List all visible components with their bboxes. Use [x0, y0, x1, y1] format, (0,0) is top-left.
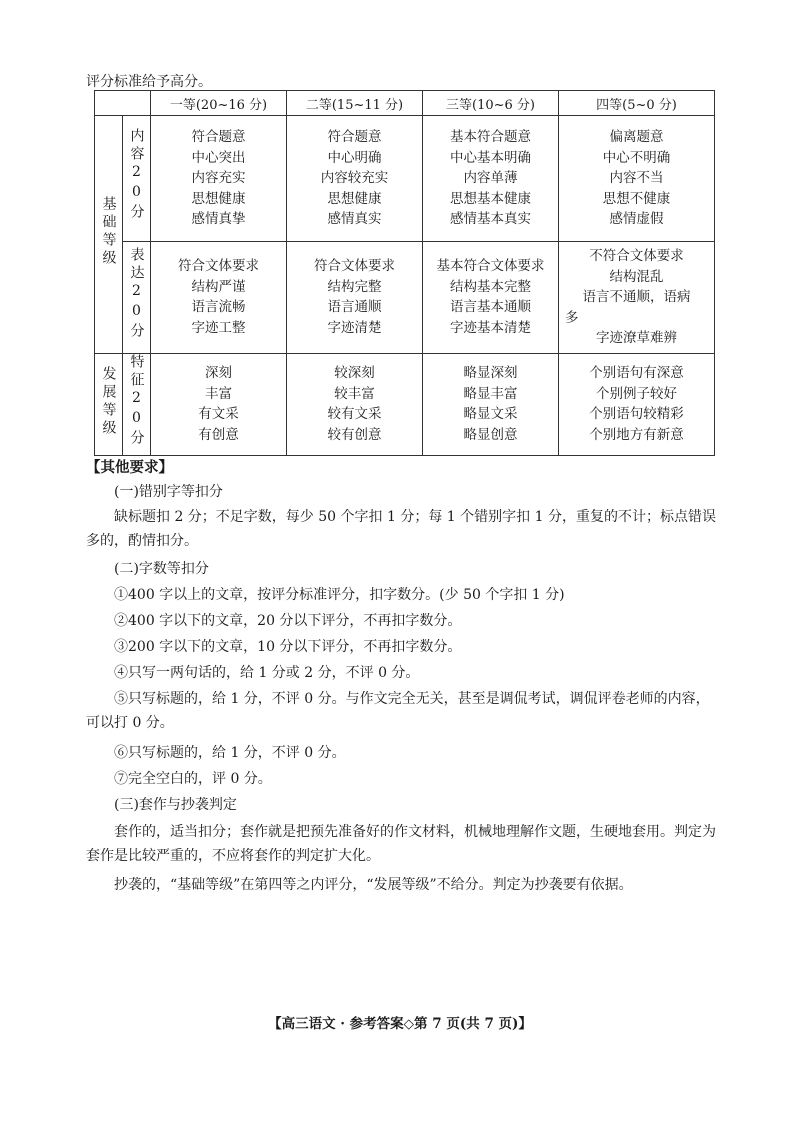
- s2-title: (二)字数等扣分: [114, 561, 209, 577]
- expression-grade-1: 符合文体要求 结构严谨 语言流畅 字迹工整: [151, 242, 287, 354]
- s1-title: (一)错别字等扣分: [114, 484, 223, 500]
- row-content: [95, 116, 715, 242]
- s1-text: 缺标题扣 2 分；不足字数，每少 50 个字扣 1 分；每 1 个错别字扣 1 分，重复的不计；标点错误多的，酌情扣分。: [86, 509, 716, 549]
- group-develop: 发展等级: [95, 353, 123, 455]
- s2-item-2: ②400 字以下的文章，20 分以下评分，不再扣字数分。: [114, 613, 462, 629]
- s2-item-6: ⑥只写标题的，给 1 分，不评 0 分。: [114, 745, 346, 761]
- feature-grade-2: 较深刻 较丰富 较有文采 较有创意: [287, 353, 423, 455]
- content-grade-1: 符合题意 中心突出 内容充实 思想健康 感情真挚: [151, 116, 287, 242]
- s3-title: (三)套作与抄袭判定: [114, 797, 237, 813]
- header-row: [95, 91, 715, 116]
- expression-grade-3: 基本符合文体要求 结构基本完整 语言基本通顺 字迹基本清楚: [423, 242, 559, 354]
- s2-item-4: ④只写一两句话的，给 1 分或 2 分，不评 0 分。: [114, 665, 420, 681]
- expression-grade-4: 不符合文体要求 结构混乱 语言不通顺，语病 多 字迹潦草难辨: [559, 242, 715, 354]
- row-label-content: 内容20分: [123, 116, 151, 242]
- feature-grade-3: 略显深刻 略显丰富 略显文采 略显创意: [423, 353, 559, 455]
- content-grade-2: 符合题意 中心明确 内容较充实 思想健康 感情真实: [287, 116, 423, 242]
- scoring-rubric-table: [94, 90, 715, 456]
- content-grade-3: 基本符合题意 中心基本明确 内容单薄 思想基本健康 感情基本真实: [423, 116, 559, 242]
- header-corner: [95, 91, 151, 116]
- lead-text: 评分标准给予高分。: [86, 74, 212, 90]
- s3-text-1: 套作的，适当扣分；套作就是把预先准备好的作文材料，机械地理解作文题，生硬地套用。判定为套作是比较严重的，不应将套作的判定扩大化。: [86, 824, 716, 864]
- s2-item-7: ⑦完全空白的，评 0 分。: [114, 771, 272, 787]
- row-feature: [95, 353, 715, 455]
- row-label-feature: 特征20分: [123, 353, 151, 455]
- s2-item-3: ③200 字以下的文章，10 分以下评分，不再扣字数分。: [114, 639, 462, 655]
- row-expression: [95, 242, 715, 354]
- header-grade-1: 一等(20~16 分): [151, 91, 287, 116]
- page-footer: 【高三语文 · 参考答案◇第 7 页(共 7 页)】: [268, 1016, 532, 1032]
- header-grade-4: 四等(5~0 分): [559, 91, 715, 116]
- row-label-expression: 表达20分: [123, 242, 151, 354]
- feature-grade-1: 深刻 丰富 有文采 有创意: [151, 353, 287, 455]
- header-grade-2: 二等(15~11 分): [287, 91, 423, 116]
- header-grade-3: 三等(10~6 分): [423, 91, 559, 116]
- s3-text-2: 抄袭的，“基础等级”在第四等之内评分，“发展等级”不给分。判定为抄袭要有依据。: [114, 877, 633, 893]
- feature-grade-4: 个别语句有深意 个别例子较好 个别语句较精彩 个别地方有新意: [559, 353, 715, 455]
- content-grade-4: 偏离题意 中心不明确 内容不当 思想不健康 感情虚假: [559, 116, 715, 242]
- s2-item-1: ①400 字以上的文章，按评分标准评分，扣字数分。(少 50 个字扣 1 分): [114, 587, 565, 603]
- group-basic: 基础等级: [95, 116, 123, 354]
- other-requirements-title: 【其他要求】: [86, 459, 173, 476]
- expression-grade-2: 符合文体要求 结构完整 语言通顺 字迹清楚: [287, 242, 423, 354]
- s2-item-5: ⑤只写标题的，给 1 分，不评 0 分。与作文完全无关，甚至是调侃考试，调侃评卷老师的内容，可以打 0 分。: [86, 691, 710, 731]
